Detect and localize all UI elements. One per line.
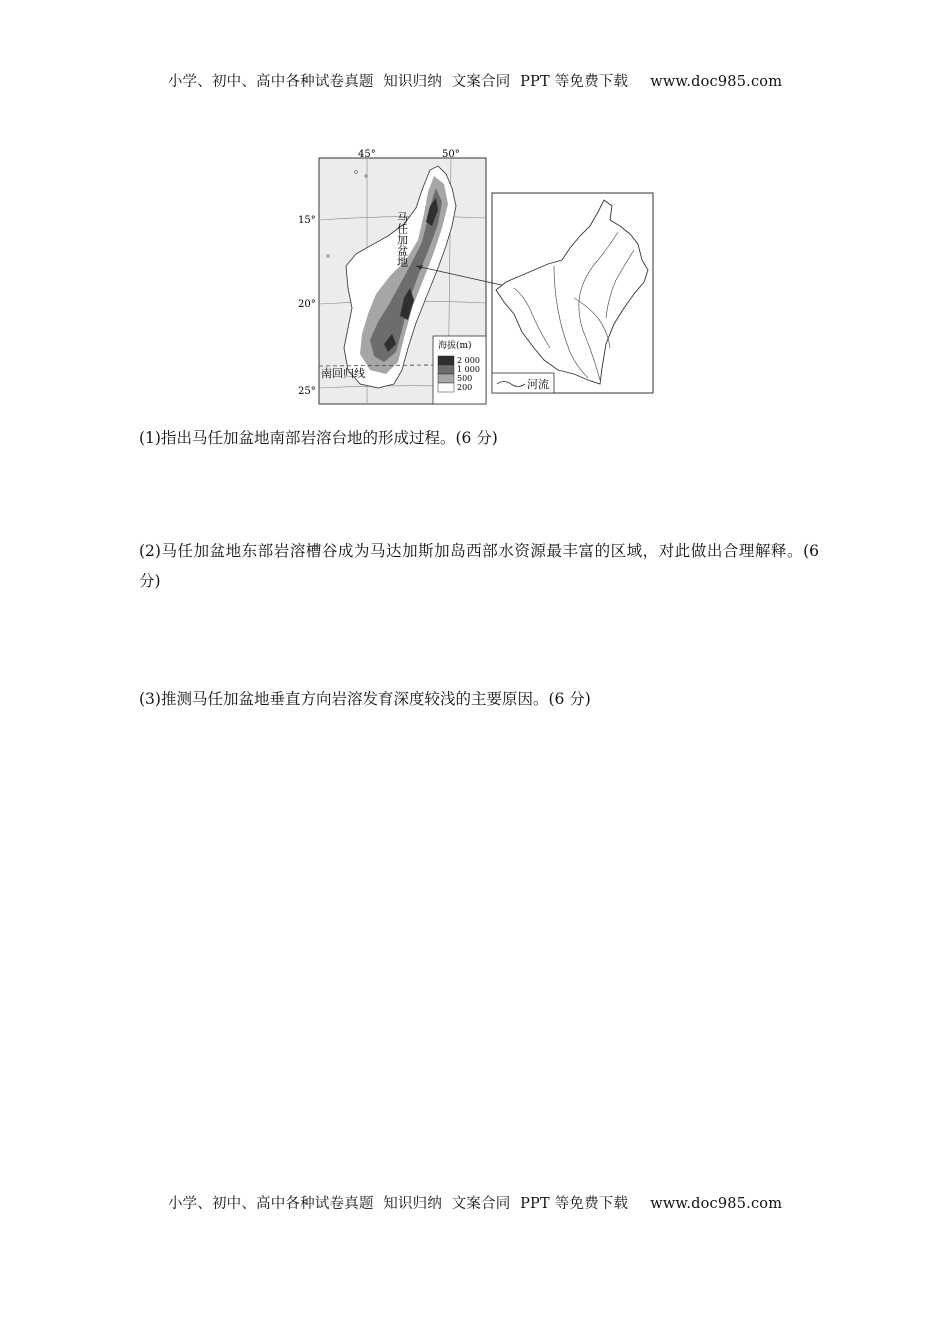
lon-label-45: 45° [358, 149, 376, 160]
legend-title: 海拔(m) [438, 341, 472, 351]
basin-label: 马任加盆地 [395, 212, 409, 267]
question-3: (3)推测马任加盆地垂直方向岩溶发育深度较浅的主要原因。(6 分) [139, 690, 591, 708]
question-2: (2)马任加盆地东部岩溶槽谷成为马达加斯加岛西部水资源最丰富的区域，对此做出合理解释。(6 分) [139, 542, 819, 590]
legend-swatch-2000 [438, 356, 454, 365]
river-legend-label: 河流 [527, 378, 549, 391]
legend-label-1000: 1 000 [457, 365, 480, 374]
legend-label-200: 200 [457, 383, 473, 392]
lat-label-20: 20° [298, 299, 316, 310]
legend-swatch-1000 [438, 365, 454, 374]
footer-site: www.doc985.com [650, 1196, 783, 1212]
question-1: (1)指出马任加盆地南部岩溶台地的形成过程。(6 分) [139, 429, 498, 447]
lon-label-50: 50° [442, 149, 460, 160]
footer-text: 小学、初中、高中各种试卷真题 知识归纳 文案合同 PPT 等免费下载 [167, 1196, 629, 1212]
legend-label-500: 500 [457, 374, 473, 383]
legend-swatch-500 [438, 374, 454, 383]
lat-label-25: 25° [298, 386, 316, 397]
legend-label-2000: 2 000 [457, 356, 480, 365]
tropic-label: 南回归线 [321, 367, 365, 380]
page-footer [0, 1192, 950, 1213]
lat-label-15: 15° [298, 215, 316, 226]
map-figure [298, 148, 658, 408]
madagascar-map [298, 148, 658, 408]
page-header [0, 70, 950, 91]
legend-swatch-200 [438, 383, 454, 392]
header-site: www.doc985.com [650, 74, 783, 90]
header-text: 小学、初中、高中各种试卷真题 知识归纳 文案合同 PPT 等免费下载 [167, 74, 629, 90]
